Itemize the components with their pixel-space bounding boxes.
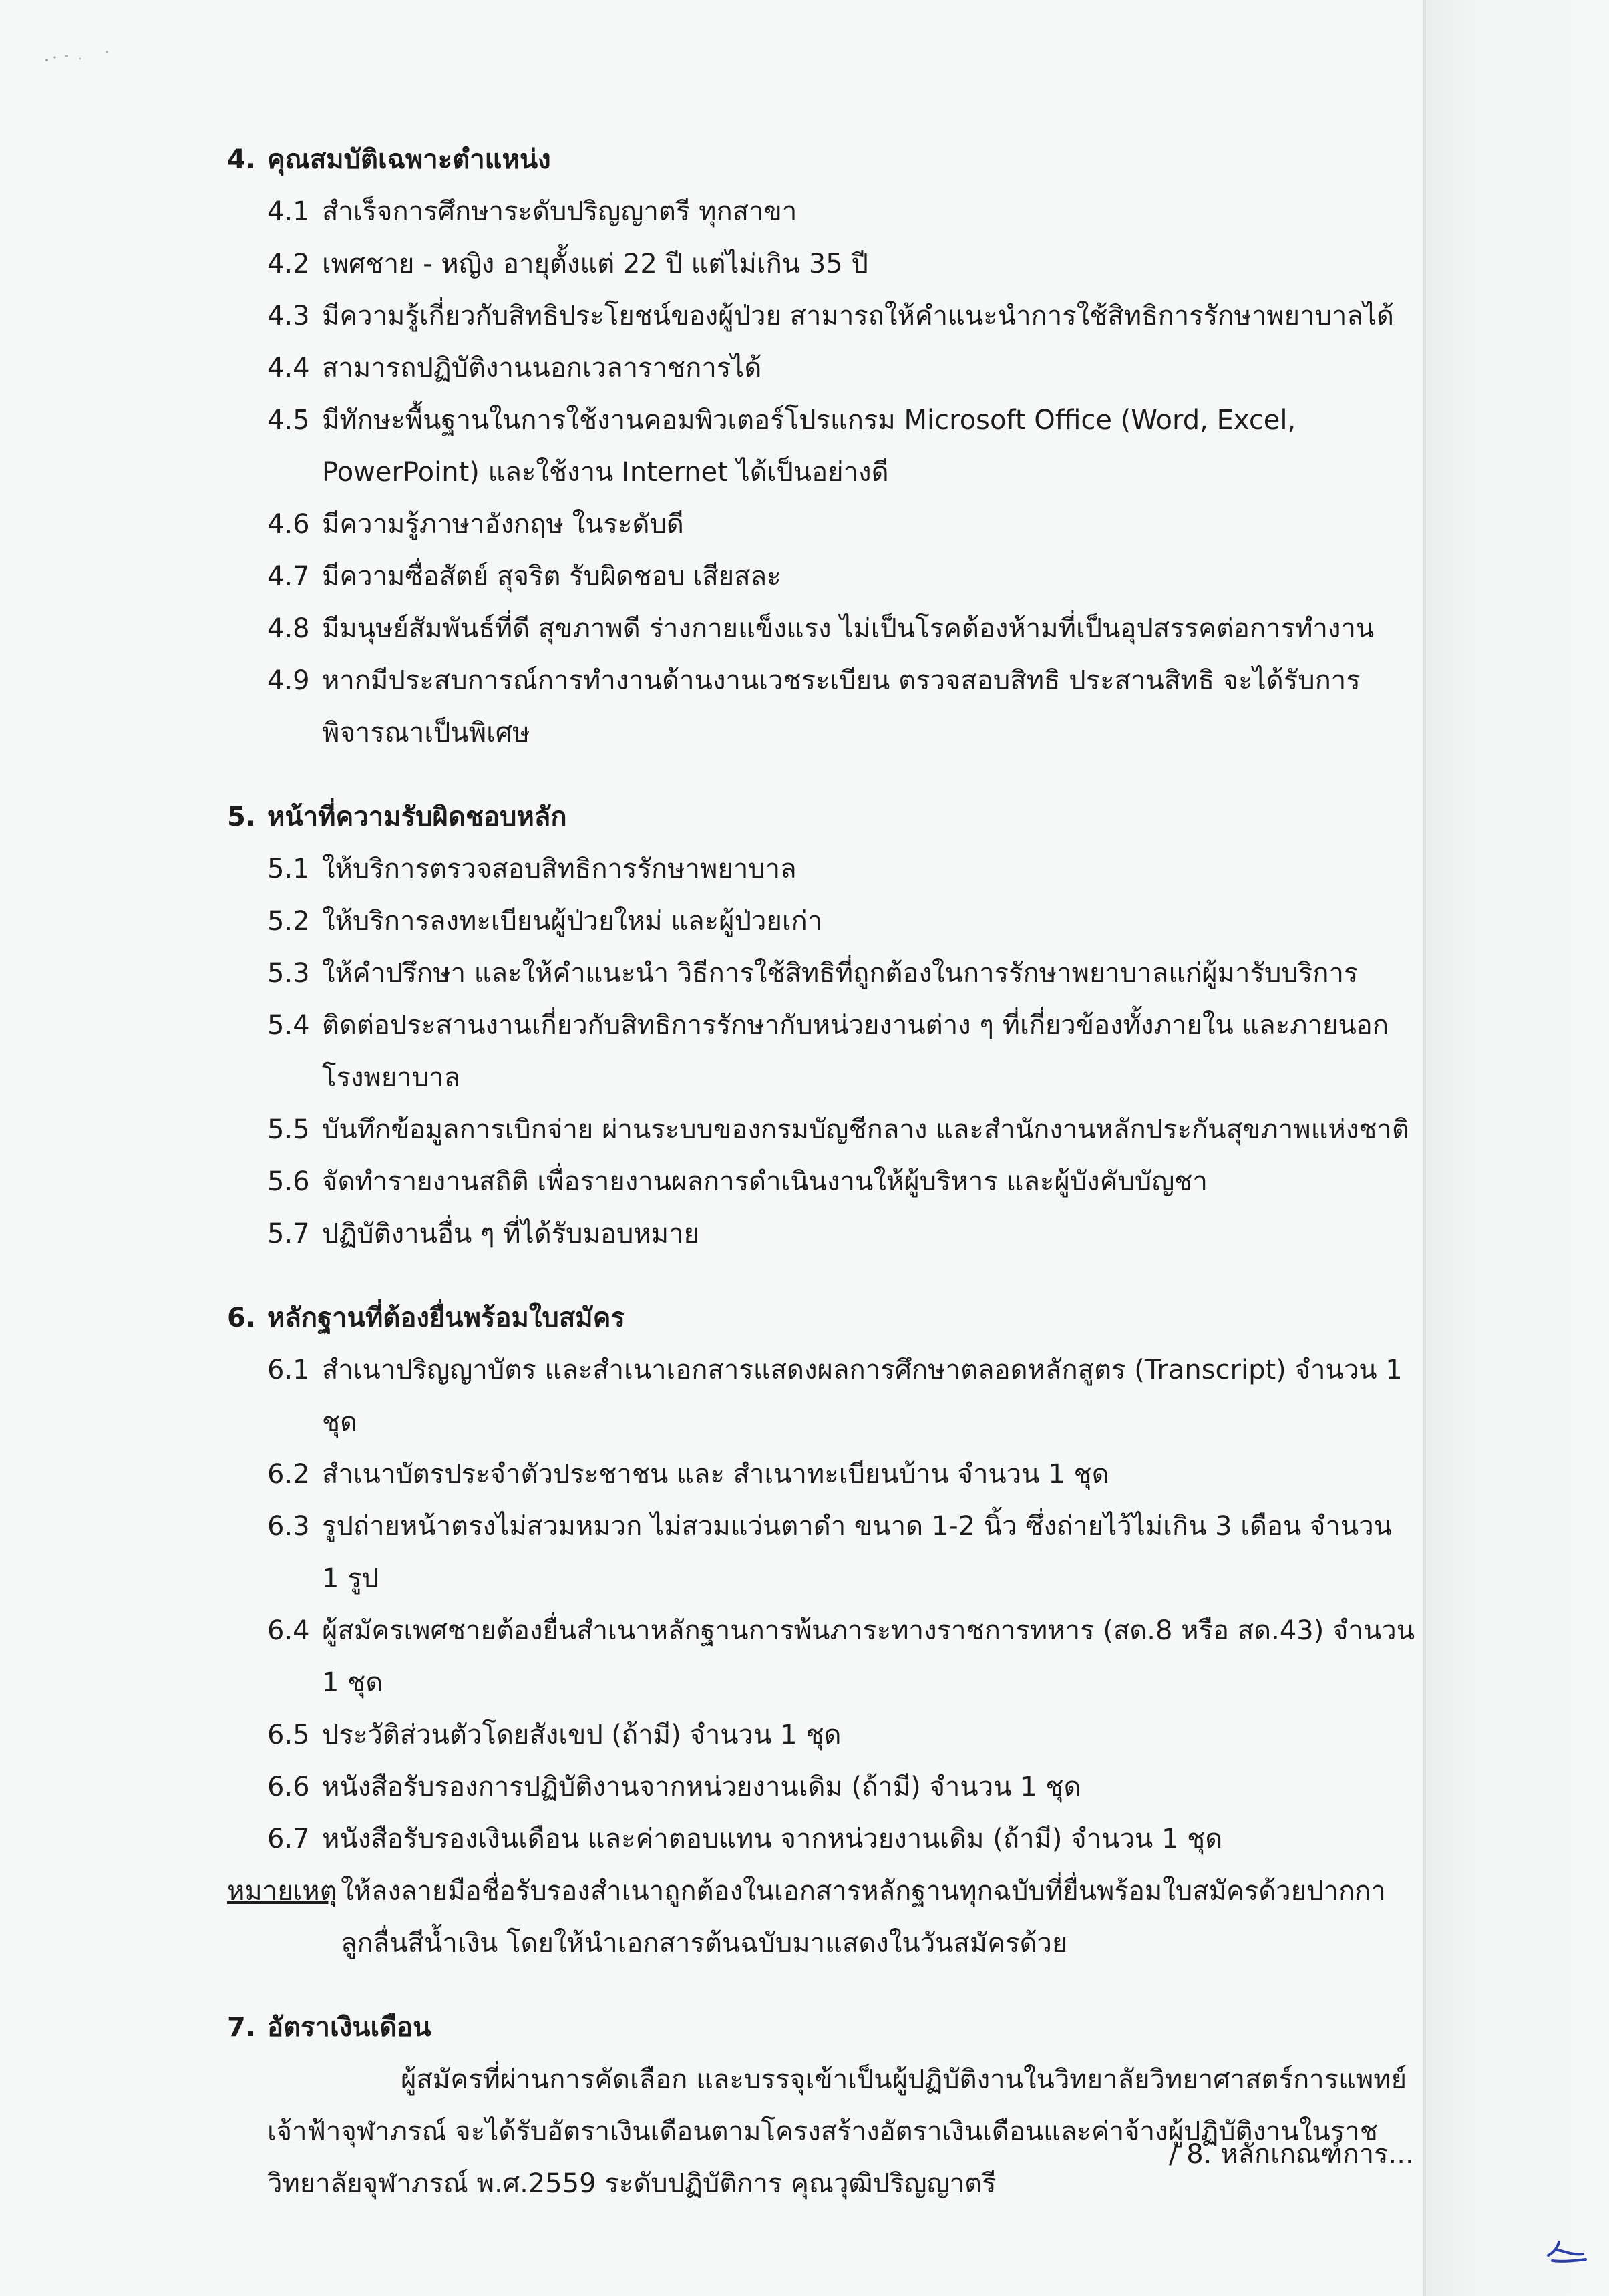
item-number: 4.1	[267, 196, 310, 227]
list-item	[227, 342, 1416, 394]
item-number: 5.4	[267, 1010, 310, 1041]
item-text: ให้บริการตรวจสอบสิทธิการรักษาพยาบาล	[322, 854, 797, 884]
list-item	[227, 1500, 1416, 1605]
item-text: มีความรู้ภาษาอังกฤษ ในระดับดี	[322, 509, 684, 540]
item-text: หนังสือรับรองเงินเดือน และค่าตอบแทน จากหน่วยงานเดิม (ถ้ามี) จำนวน 1 ชุด	[322, 1824, 1223, 1854]
section-title: หน้าที่ความรับผิดชอบหลัก	[267, 802, 567, 832]
item-number: 4.6	[267, 509, 310, 540]
item-number: 5.5	[267, 1114, 310, 1145]
item-text: สำเนาปริญญาบัตร และสำเนาเอกสารแสดงผลการศึกษาตลอดหลักสูตร (Transcript) จำนวน 1 ชุด	[322, 1355, 1403, 1438]
item-number: 5.6	[267, 1166, 310, 1197]
section-title: อัตราเงินเดือน	[267, 2012, 431, 2043]
list-item	[227, 603, 1416, 655]
item-number: 5.1	[267, 854, 310, 884]
item-number: 4.9	[267, 665, 310, 696]
list-item	[227, 655, 1416, 759]
list-item	[227, 1156, 1416, 1208]
page-shadow	[1426, 0, 1609, 2296]
item-text: ติดต่อประสานงานเกี่ยวกับสิทธิการรักษากับหน่วยงานต่าง ๆ ที่เกี่ยวข้องทั้งภายใน และภายนอกโรงพยาบาล	[322, 1010, 1389, 1093]
section-heading	[227, 791, 1416, 843]
item-number: 4.7	[267, 561, 310, 592]
section-title: หลักฐานที่ต้องยื่นพร้อมใบสมัคร	[267, 1303, 625, 1333]
item-text: ให้บริการลงทะเบียนผู้ป่วยใหม่ และผู้ป่วยเก่า	[322, 906, 823, 937]
salary-paragraph	[227, 2054, 1416, 2210]
section-number: 4.	[227, 144, 256, 175]
section-heading	[227, 134, 1416, 186]
section-title: คุณสมบัติเฉพาะตำแหน่ง	[267, 144, 551, 175]
item-text: ให้คำปรึกษา และให้คำแนะนำ วิธีการใช้สิทธิที่ถูกต้องในการรักษาพยาบาลแก่ผู้มารับบริการ	[322, 958, 1359, 989]
item-text: สามารถปฏิบัติงานนอกเวลาราชการได้	[322, 353, 762, 383]
item-text: เพศชาย - หญิง อายุตั้งแต่ 22 ปี แต่ไม่เกิน 35 ปี	[322, 249, 868, 279]
section-qualifications	[227, 134, 1416, 759]
item-text: ประวัติส่วนตัวโดยสังเขป (ถ้ามี) จำนวน 1 ชุด	[322, 1719, 842, 1750]
list-item	[227, 1605, 1416, 1709]
item-number: 6.5	[267, 1719, 310, 1750]
item-number: 4.4	[267, 353, 310, 383]
item-number: 4.5	[267, 405, 310, 436]
item-number: 6.4	[267, 1615, 310, 1646]
section-number: 5.	[227, 802, 256, 832]
note	[227, 1865, 1416, 1969]
item-text: หากมีประสบการณ์การทำงานด้านงานเวชระเบียน ตรวจสอบสิทธิ ประสานสิทธิ จะได้รับการพิจารณาเป็นพิเศษ	[322, 665, 1361, 748]
item-number: 4.3	[267, 301, 310, 331]
item-text: บันทึกข้อมูลการเบิกจ่าย ผ่านระบบของกรมบัญชีกลาง และสำนักงานหลักประกันสุขภาพแห่งชาติ	[322, 1114, 1409, 1145]
item-text: จัดทำรายงานสถิติ เพื่อรายงานผลการดำเนินงานให้ผู้บริหาร และผู้บังคับบัญชา	[322, 1166, 1208, 1197]
list-item	[227, 947, 1416, 999]
item-number: 4.2	[267, 249, 310, 279]
item-text: มีมนุษย์สัมพันธ์ที่ดี สุขภาพดี ร่างกายแข็งแรง ไม่เป็นโรคต้องห้ามที่เป็นอุปสรรคต่อการทำงาน	[322, 613, 1375, 644]
list-item	[227, 1104, 1416, 1156]
item-number: 5.2	[267, 906, 310, 937]
item-number: 6.6	[267, 1772, 310, 1802]
item-number: 6.7	[267, 1824, 310, 1854]
item-text: หนังสือรับรองการปฏิบัติงานจากหน่วยงานเดิม (ถ้ามี) จำนวน 1 ชุด	[322, 1772, 1081, 1802]
section-heading	[227, 2001, 1416, 2054]
note-label: หมายเหตุ	[227, 1876, 337, 1907]
item-text: รูปถ่ายหน้าตรงไม่สวมหมวก ไม่สวมแว่นตาดำ ขนาด 1-2 นิ้ว ซึ่งถ่ายไว้ไม่เกิน 3 เดือน จำนวน 1 รูป	[322, 1511, 1393, 1594]
list-item	[227, 1761, 1416, 1813]
list-item	[227, 550, 1416, 603]
section-required-documents	[227, 1292, 1416, 1969]
page-number-ink-mark	[1543, 2235, 1590, 2269]
list-item	[227, 290, 1416, 342]
list-item	[227, 1813, 1416, 1865]
list-item	[227, 186, 1416, 238]
list-item	[227, 1709, 1416, 1761]
paragraph-text: ผู้สมัครที่ผ่านการคัดเลือก และบรรจุเข้าเป็นผู้ปฏิบัติงานในวิทยาลัยวิทยาศาสตร์การแพทย์เจ้าฟ้าจุฬาภรณ์ จะได้รับอัตราเงินเดือนตามโครงสร้างอัตราเงินเดือนและค่าจ้างผู้ปฏิบัติงานในราชวิทยาลัยจุฬาภรณ์ พ.ศ.2559 ระดับปฏิบัติการ คุณวุฒิปริญญาตรี	[267, 2064, 1407, 2199]
item-number: 4.8	[267, 613, 310, 644]
list-item	[227, 498, 1416, 550]
item-text: สำเนาบัตรประจำตัวประชาชน และ สำเนาทะเบียนบ้าน จำนวน 1 ชุด	[322, 1459, 1109, 1490]
section-salary	[227, 2001, 1416, 2210]
section-heading	[227, 1292, 1416, 1344]
list-item	[227, 1344, 1416, 1448]
item-text: ปฏิบัติงานอื่น ๆ ที่ได้รับมอบหมาย	[322, 1218, 699, 1249]
list-item	[227, 843, 1416, 895]
item-number: 5.3	[267, 958, 310, 989]
list-item	[227, 1448, 1416, 1500]
item-number: 6.1	[267, 1355, 310, 1385]
item-text: ผู้สมัครเพศชายต้องยื่นสำเนาหลักฐานการพ้นภาระทางราชการทหาร (สด.8 หรือ สด.43) จำนวน 1 ชุด	[322, 1615, 1415, 1698]
item-text: มีทักษะพื้นฐานในการใช้งานคอมพิวเตอร์โปรแกรม Microsoft Office (Word, Excel, PowerPoint) และใช้งาน Internet ได้เป็นอย่างดี	[322, 405, 1296, 488]
list-item	[227, 394, 1416, 498]
list-item	[227, 1208, 1416, 1260]
continuation-footer: / 8. หลักเกณฑ์การ...	[1169, 2139, 1414, 2170]
item-number: 6.3	[267, 1511, 310, 1542]
item-number: 6.2	[267, 1459, 310, 1490]
item-text: มีความรู้เกี่ยวกับสิทธิประโยชน์ของผู้ป่วย สามารถให้คำแนะนำการใช้สิทธิการรักษาพยาบาลได้	[322, 301, 1394, 331]
item-text: สำเร็จการศึกษาระดับปริญญาตรี ทุกสาขา	[322, 196, 797, 227]
list-item	[227, 895, 1416, 947]
note-text: ให้ลงลายมือชื่อรับรองสำเนาถูกต้องในเอกสารหลักฐานทุกฉบับที่ยื่นพร้อมใบสมัครด้วยปากกาลูกลื่นสีน้ำเงิน โดยให้นำเอกสารต้นฉบับมาแสดงในวันสมัครด้วย	[341, 1876, 1386, 1959]
item-number: 5.7	[267, 1218, 310, 1249]
section-number: 6.	[227, 1303, 256, 1333]
item-text: มีความซื่อสัตย์ สุจริต รับผิดชอบ เสียสละ	[322, 561, 781, 592]
document-content	[227, 134, 1416, 2210]
list-item	[227, 999, 1416, 1104]
section-number: 7.	[227, 2012, 256, 2043]
list-item	[227, 238, 1416, 290]
scan-specks	[40, 47, 120, 67]
section-responsibilities	[227, 791, 1416, 1260]
